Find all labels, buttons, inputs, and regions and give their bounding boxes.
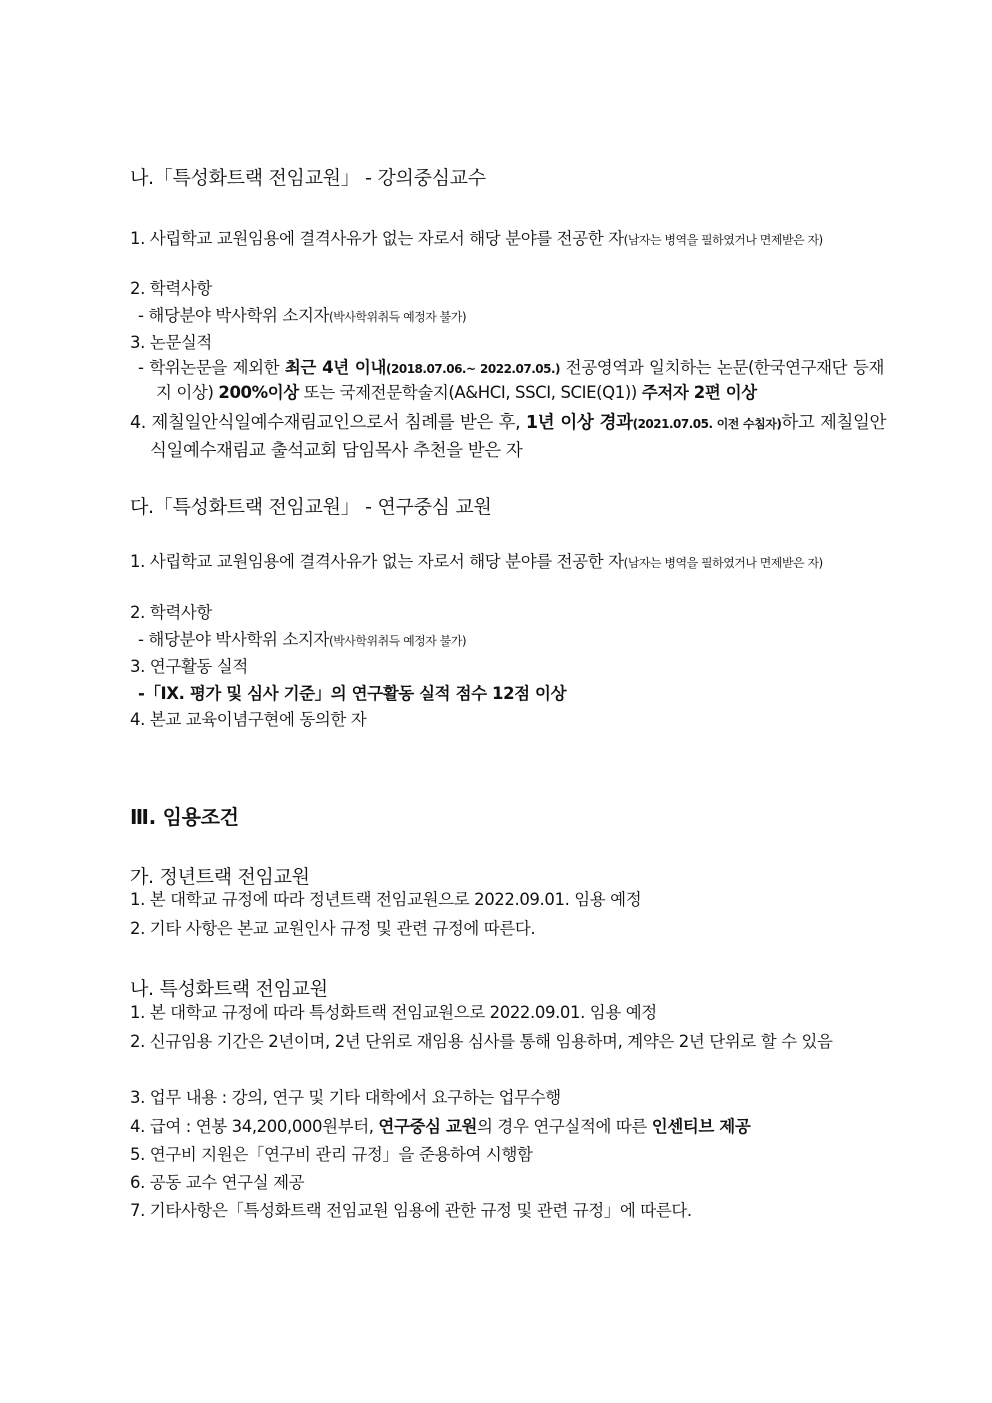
lecture-item-3-sub-a: - 학위논문을 제외한 — [138, 358, 285, 377]
special-item-4-c: 의 경우 연구실적에 따른 — [477, 1117, 652, 1136]
research-item-3: 3. 연구활동 실적 — [130, 657, 248, 676]
research-item-1-text: 1. 사립학교 교원임용에 결격사유가 없는 자로서 해당 분야를 전공한 자 — [130, 552, 624, 571]
lecture-item-3-sub-g: 주저자 2편 이상 — [641, 383, 757, 402]
research-item-1-note: (남자는 병역을 필하였거나 면제받은 자) — [623, 556, 823, 570]
subsection-heading-tenure-track: 가. 정년트랙 전임교원 — [130, 866, 310, 888]
lecture-item-4-b: 1년 이상 경과 — [525, 413, 633, 433]
section-heading-research-track: 다.「특성화트랙 전임교원」 - 연구중심 교원 — [130, 496, 492, 518]
section-heading-lecture-track: 나.「특성화트랙 전임교원」 - 강의중심교수 — [130, 167, 486, 189]
lecture-item-1-note: (남자는 병역을 필하였거나 면제받은 자) — [623, 233, 823, 247]
research-item-3-sub-text: -「Ⅸ. 평가 및 심사 기준」의 연구활동 실적 점수 12점 이상 — [138, 684, 567, 703]
lecture-item-3-sub-b: 최근 4년 이내 — [284, 358, 387, 377]
special-item-2: 2. 신규임용 기간은 2년이며, 2년 단위로 재임용 심사를 통해 임용하며, 계약은 2년 단위로 할 수 있음 — [130, 1032, 833, 1051]
special-item-4-b: 연구중심 교원 — [378, 1117, 478, 1136]
special-item-1: 1. 본 대학교 규정에 따라 특성화트랙 전임교원으로 2022.09.01. 임용 예정 — [130, 1003, 657, 1022]
lecture-item-2: 2. 학력사항 — [130, 279, 212, 298]
research-item-1 — [130, 550, 886, 575]
lecture-item-4-a: 4. 제칠일안식일예수재림교인으로서 침례를 받은 후, — [130, 413, 526, 433]
research-item-2-sub-note: (박사학위취득 예정자 불가) — [329, 634, 467, 648]
research-item-3-sub — [130, 682, 874, 706]
lecture-item-3-sub — [138, 356, 884, 405]
tenure-item-2: 2. 기타 사항은 본교 교원인사 규정 및 관련 규정에 따른다. — [130, 919, 536, 938]
research-item-2-sub — [130, 628, 874, 653]
lecture-item-3-sub-f: 또는 국제전문학술지(A&HCI, SSCI, SCIE(Q1)) — [298, 383, 642, 402]
research-item-4: 4. 본교 교육이념구현에 동의한 자 — [130, 710, 367, 729]
lecture-item-3: 3. 논문실적 — [130, 333, 212, 352]
subsection-heading-special-track: 나. 특성화트랙 전임교원 — [130, 978, 328, 1000]
special-item-6: 6. 공동 교수 연구실 제공 — [130, 1173, 305, 1192]
special-item-7: 7. 기타사항은「특성화트랙 전임교원 임용에 관한 규정 및 관련 규정」에 따른다. — [130, 1201, 692, 1220]
lecture-item-4 — [130, 410, 886, 465]
lecture-item-2-sub-text: - 해당분야 박사학위 소지자 — [138, 306, 330, 325]
lecture-item-1 — [130, 227, 886, 252]
lecture-item-3-sub-c: (2018.07.06.~ 2022.07.05.) — [386, 362, 560, 376]
lecture-item-1-text: 1. 사립학교 교원임용에 결격사유가 없는 자로서 해당 분야를 전공한 자 — [130, 229, 624, 248]
lecture-item-2-sub-note: (박사학위취득 예정자 불가) — [329, 310, 467, 324]
lecture-item-3-sub-d: 전공영역과 일치하는 논문(한국연구재단 등재지 이상) — [156, 358, 884, 402]
lecture-item-3-sub-e: 200%이상 — [218, 383, 299, 402]
tenure-item-1: 1. 본 대학교 규정에 따라 정년트랙 전임교원으로 2022.09.01. 임용 예정 — [130, 890, 642, 909]
special-item-4-d: 인센티브 제공 — [651, 1117, 751, 1136]
special-item-4-a: 4. 급여 : 연봉 34,200,000원부터, — [130, 1117, 379, 1136]
section-heading-appointment-conditions: Ⅲ. 임용조건 — [130, 805, 239, 829]
lecture-item-4-c: (2021.07.05. 이전 수침자) — [632, 417, 782, 431]
research-item-2-sub-text: - 해당분야 박사학위 소지자 — [138, 630, 330, 649]
research-item-2: 2. 학력사항 — [130, 603, 212, 622]
lecture-item-4-d: 하고 제칠일안식일예수재림교 출석교회 담임목사 추천을 받은 자 — [150, 413, 887, 461]
special-item-4 — [130, 1115, 866, 1139]
lecture-item-2-sub — [130, 304, 874, 329]
special-item-5: 5. 연구비 지원은「연구비 관리 규정」을 준용하여 시행함 — [130, 1145, 533, 1164]
special-item-3: 3. 업무 내용 : 강의, 연구 및 기타 대학에서 요구하는 업무수행 — [130, 1088, 561, 1107]
